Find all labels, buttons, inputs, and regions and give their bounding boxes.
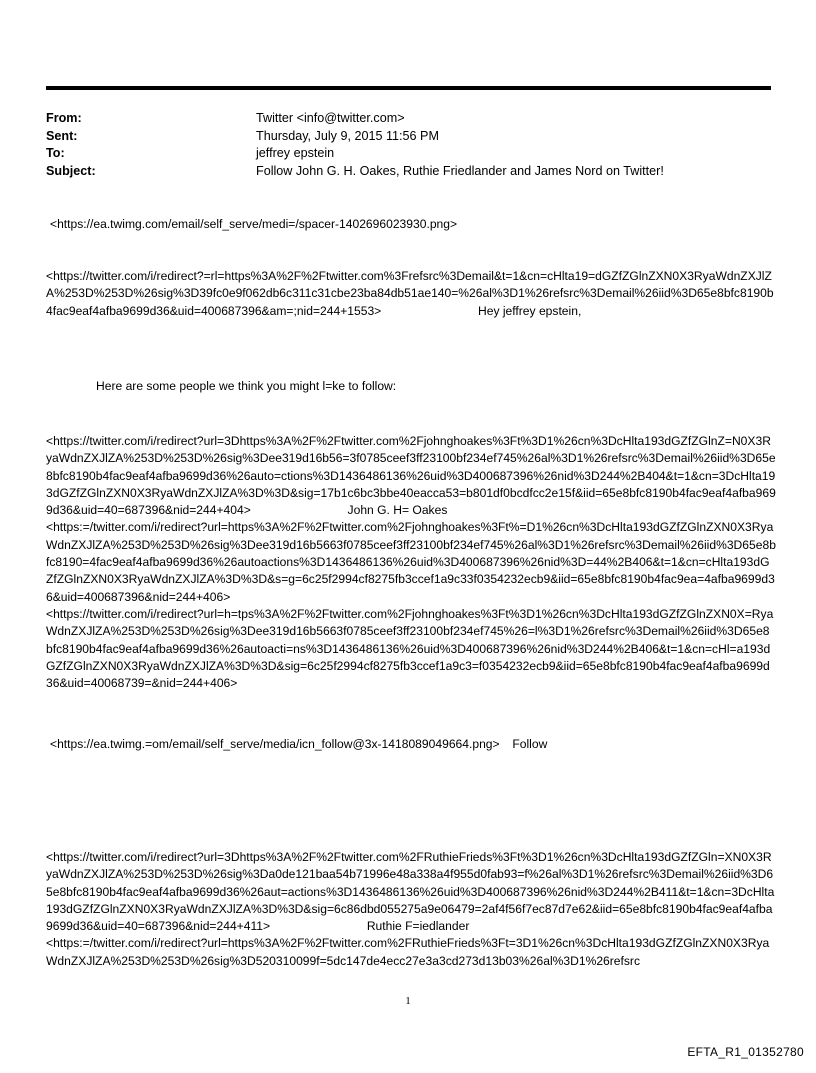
ruthie-link-1: <https://twitter.com/i/redirect?url=3Dhttps%3A%2F%2Ftwitter.com%2FRuthieFrieds%3Ft%3D1%26cn%3DcHlta193dGZfZGln=XN0X3RyaWdnZXJlZA%253D%253D%26sig%3Da0de121baa54b71996e48a338a4f955d0fab93=f%26al%3D1%26refsrc%3Demail%26iid%3D65e8bfc8190b4fac9eaf4afba9699d36%26aut=actions%3D1436486136%26uid%3D400687396%26nid%3D244%2B411&t=1&cn=3DcHlta193dGZfZGlnZXN0X3RyaWdnZXJlZA%3D%3D&sig=6c86dbd055275a9e06479=2af4f56f7ec87d7e62&iid=65e8bfc8190b4fac9eaf4afba9699d36&uid=40=687396&nid=244+411> bbox=[46, 850, 775, 934]
sent-label: Sent: bbox=[46, 128, 78, 143]
oakes-link-3: <https://twitter.com/i/redirect?url=h=tps%3A%2F%2Ftwitter.com%2Fjohnghoakes%3Ft%3D1%26cn%3DcHlta193dGZfZGlnZXN0X=RyaWdnZXJlZA%253D%253D%26sig%3Dee319d16b5663f0785ceef3ff23100bf234ef745%26=l%3D1%26refsrc%3Demail%26iid%3D65e8bfc8190b4fac9eaf4afba9699d36%26autoacti=ns%3D1436486136%26uid%3D400687396%26nid%3D244%2B406&t=1&cn=cHl=a193dGZfZGlnZXN0X3RyaWdnZXJlZA%3D%3D&sig=6c25f2994cf8275fb3ccef1a9c3=f0354232ecb9&iid=65e8bfc8190b4fac9eaf4afba9699d36&uid=40068739=&nid=244+406> bbox=[46, 606, 774, 691]
header-divider bbox=[46, 86, 771, 90]
ruthie-block bbox=[46, 849, 776, 970]
bates-number: EFTA_R1_01352780 bbox=[687, 1045, 804, 1059]
intro-text: Here are some people we think you might l=ke to follow: bbox=[96, 379, 397, 393]
follow-icon-link: <https://ea.twimg.=om/email/self_serve/media/icn_follow@3x-1418089049664.png> bbox=[50, 737, 500, 751]
to-value: jeffrey epstein bbox=[256, 146, 335, 161]
from-row bbox=[46, 110, 664, 128]
ruthie-link-2: <https:=/twitter.com/i/redirect?url=https%3A%2F%2Ftwitter.com%2FRuthieFrieds%3Ft=3D1%26cn%3DcHlta193dGZfZGlnZXN0X3RyaWdnZXJlZA%253D%253D%26sig%3D520310099f=5dc147de4ecc27e3a3cd273d13b03%26al%3D1%26refsrc bbox=[46, 936, 770, 968]
to-row bbox=[46, 145, 664, 163]
subject-label: Subject: bbox=[46, 163, 96, 178]
sent-row bbox=[46, 128, 664, 146]
redirect-block bbox=[46, 268, 776, 320]
oakes-block bbox=[46, 433, 776, 692]
follow-block bbox=[50, 736, 780, 753]
oakes-link-2: <https:=/twitter.com/i/redirect?url=https%3A%2F%2Ftwitter.com%2Fjohnghoakes%3Ft%=D1%26cn%3DcHlta193dGZfZGlnZXN0X3RyaWdnZXJlZA%253D%253D%26sig%3Dee319d16b5663f0785ceef3ff23100bf234ef745%26al%3D1%26refsrc%3Demail%26iid%3D65e8bfc8190=4fac9eaf4afba9699d36%26autoactions%3D1436486136%26uid%3D400687396%26nid%3D=44%2B406&t=1&cn=cHlta193dGZfZGlnZXN0X3RyaWdnZXJlZA%3D%3D&s=g=6c25f2994cf8275fb3ccef1a9c33f0354232ecb9&iid=65e8bfc8190b4fac9ea=4afba9699d36&uid=400687396&nid=244+406> bbox=[46, 520, 776, 604]
subject-value: Follow John G. H. Oakes, Ruthie Friedlander and James Nord on Twitter! bbox=[256, 163, 664, 178]
from-label: From: bbox=[46, 111, 82, 125]
spacer-link: <https://ea.twimg.com/email/self_serve/medi=/spacer-1402696023930.png> bbox=[50, 217, 458, 231]
follow-label: Follow bbox=[512, 737, 548, 751]
email-header bbox=[46, 110, 664, 180]
sent-value: Thursday, July 9, 2015 11:56 PM bbox=[256, 128, 439, 143]
ruthie-name: Ruthie F=iedlander bbox=[366, 919, 470, 934]
oakes-link-1: <https://twitter.com/i/redirect?url=3Dhttps%3A%2F%2Ftwitter.com%2Fjohnghoakes%3Ft%3D1%26cn%3DcHlta193dGZfZGlnZ=N0X3RyaWdnZXJlZA%253D%253D%26sig%3Dee319d16b56=3f0785ceef3ff23100bf234ef745%26al%3D1%26refsrc%3Demail%26iid%3D65e8bfc8190b4fac9eaf4afba9699d36%26auto=ctions%3D1436486136%26uid%3D400687396%26nid%3D244%2B404&t=1&cn=3DcHlta193dGZfZGlnZXN0X3RyaWdnZXJlZA%3D%3D&sig=17b1c6bc3bbe40eacca53=b801df0bcdfcc2e15f&iid=65e8bfc8190b4fac9eaf4afba9699d36&uid=40=687396&nid=244+404> bbox=[46, 434, 776, 518]
oakes-name: John G. H= Oakes bbox=[347, 503, 448, 518]
greeting: Hey jeffrey epstein, bbox=[478, 303, 582, 318]
redirect-link: <https://twitter.com/i/redirect?=rl=https%3A%2F%2Ftwitter.com%3Frefsrc%3Demail&t=1&cn=cHlta19=dGZfZGlnZXN0X3RyaWdnZXJlZA%253D%253D%26sig%3D39fc0e9f062db6c311c31cbe23ba84db51ae140=%26al%3D1%26refsrc%3Demail%26iid%3D65e8bfc8190b4fac9eaf4afba9699d36&uid=400687396&am=;nid=244+1553> bbox=[46, 269, 774, 318]
to-label: To: bbox=[46, 146, 65, 161]
from-value: Twitter <info@twitter.com> bbox=[256, 111, 405, 125]
page-number: 1 bbox=[405, 995, 411, 1007]
subject-row bbox=[46, 163, 664, 181]
